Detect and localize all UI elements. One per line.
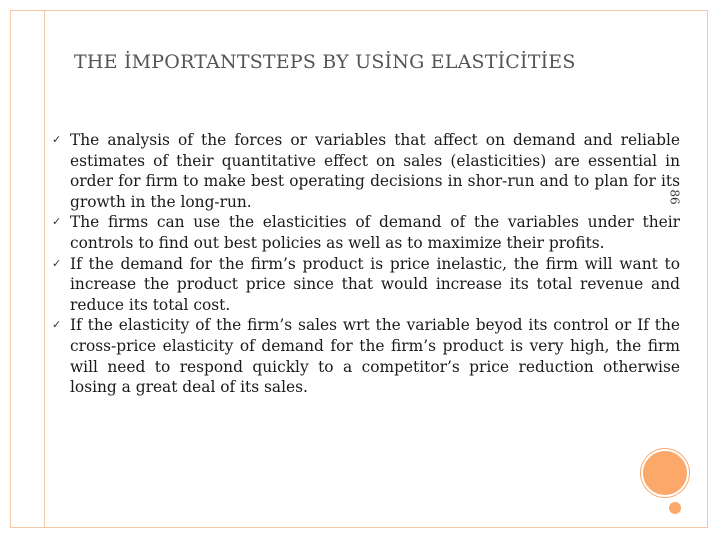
check-icon: ✓ bbox=[52, 215, 62, 229]
slide-frame-divider bbox=[44, 10, 45, 528]
check-icon: ✓ bbox=[52, 318, 62, 332]
bullet-item bbox=[52, 212, 680, 253]
check-icon: ✓ bbox=[52, 256, 62, 270]
bullet-text: The analysis of the forces or variables that affect on demand and reliable estimates of their quantitative effect on sales (elasticities) are essential in order for firm to make best operating decisions in shor-run and to plan for its growth in the long-run. bbox=[70, 131, 680, 211]
check-icon: ✓ bbox=[52, 133, 62, 146]
decorative-circle-large bbox=[641, 449, 689, 497]
bullet-item bbox=[52, 254, 680, 316]
page-number: 86 bbox=[667, 189, 682, 205]
bullet-item bbox=[52, 315, 680, 397]
bullet-text: If the demand for the firm’s product is price inelastic, the firm will want to increase the product price since that would increase its total revenue and reduce its total cost. bbox=[70, 254, 680, 314]
decorative-circle-small bbox=[669, 502, 681, 514]
bullet-item bbox=[52, 130, 680, 212]
bullet-list bbox=[52, 130, 680, 398]
slide-title: THE İMPORTANTSTEPS BY USİNG ELASTİCİTİES bbox=[74, 51, 576, 73]
bullet-text: The firms can use the elasticities of demand of the variables under their controls to find out best policies as well as to maximize their profits. bbox=[70, 213, 680, 252]
bullet-text: If the elasticity of the firm’s sales wrt the variable beyod its control or If the cross-price elasticity of demand for the firm’s product is very high, the firm will need to respond quickly to a competitor’s price reduction otherwise losing a great deal of its sales. bbox=[70, 316, 680, 397]
